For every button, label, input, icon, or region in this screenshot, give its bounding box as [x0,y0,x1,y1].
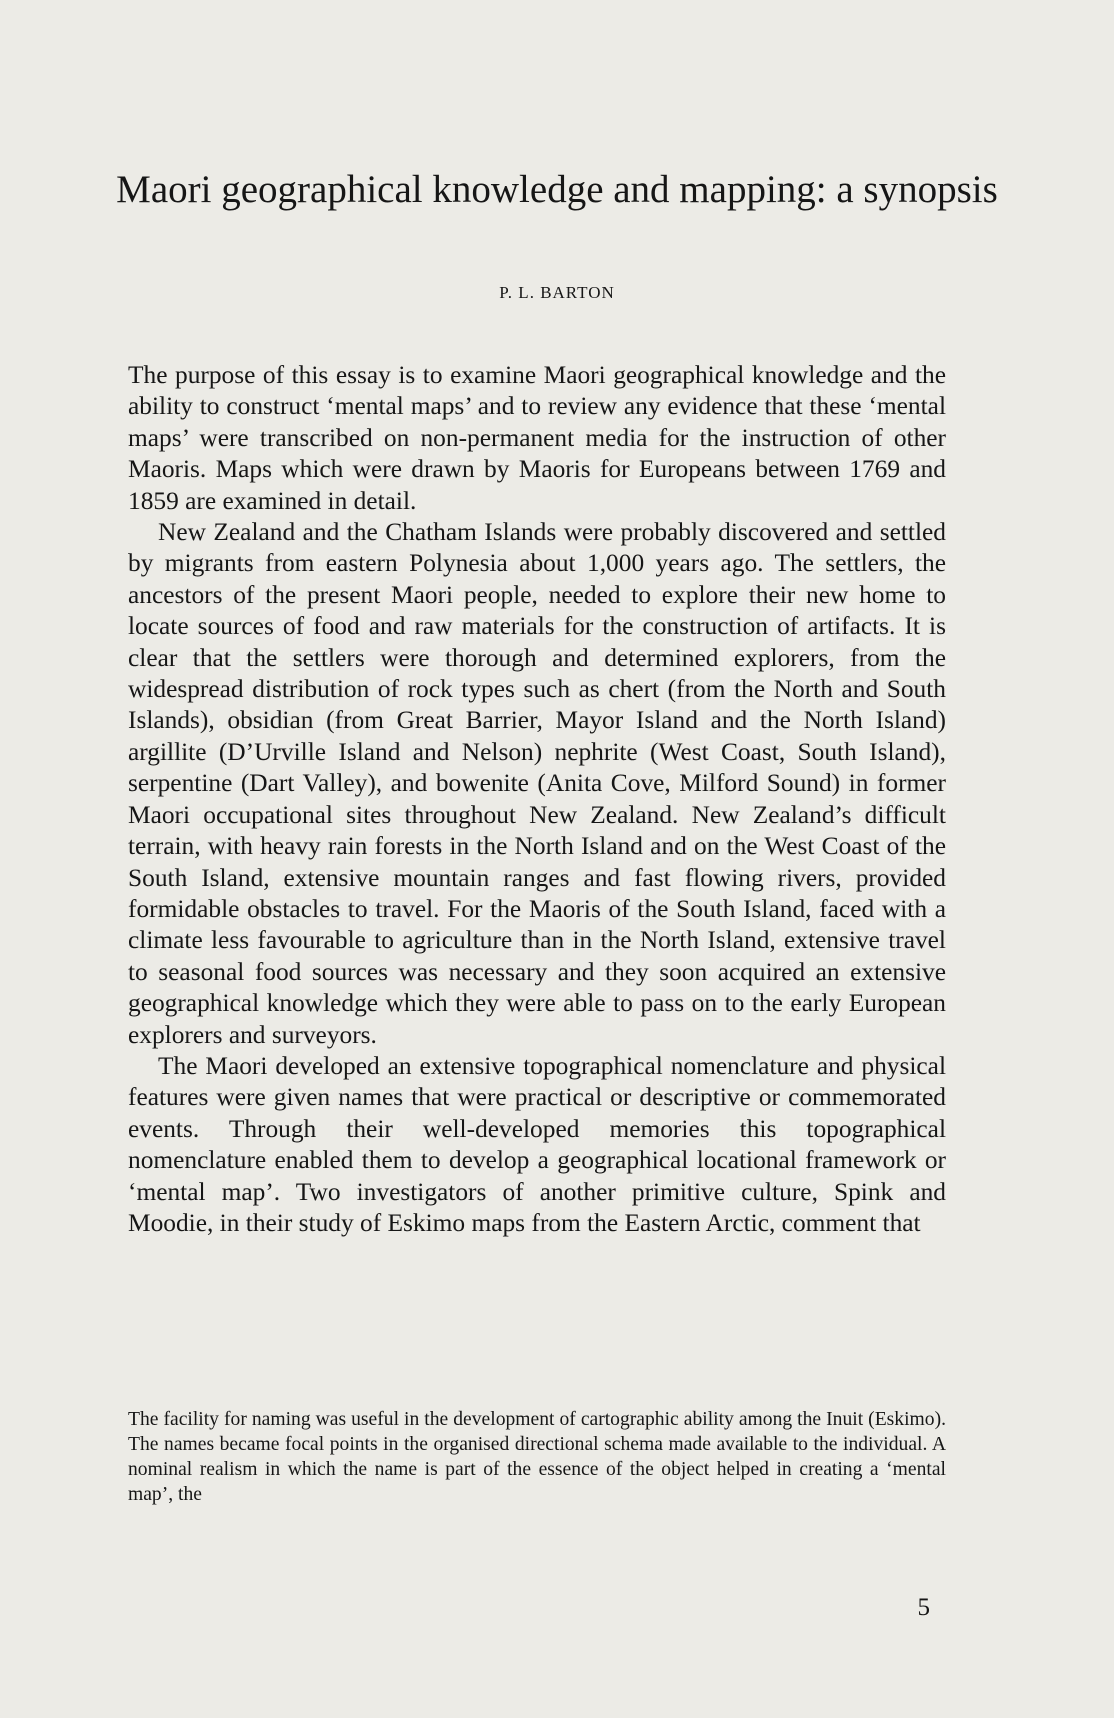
paragraph-1: The purpose of this essay is to examine Maori geographical knowledge and the ability to construct ‘mental maps’ and to review any evidence that these ‘mental maps’ were transcribed on non-permanent media for the instruction of other Maoris. Maps which were drawn by Maoris for Europeans between 1769 and 1859 are examined in detail. [128,361,946,515]
article-title: Maori geographical knowledge and mapping: a synopsis [116,168,998,211]
page-number: 5 [917,1594,930,1621]
article-author: P. L. BARTON [499,283,615,302]
paragraph-3: The Maori developed an extensive topographical nomenclature and physical features were given names that were practical or descriptive or commemorated events. Through their well-developed memories this topographical nomenclature enabled them to develop a geographical locational framework or ‘mental map’. Two investigators of another primitive culture, Spink and Moodie, in their study of Eskimo maps from the Eastern Arctic, comment that [128,1051,946,1237]
paragraph-2: New Zealand and the Chatham Islands were probably discovered and settled by migrants from eastern Polynesia about 1,000 years ago. The settlers, the ancestors of the present Maori people, needed to explore their new home to locate sources of food and raw materials for the construction of artifacts. It is clear that the settlers were thorough and determined explorers, from the widespread distribution of rock types such as chert (from the North and South Islands), obsidian (from Great Barrier, Mayor Island and the North Island) argillite (D’Urville Island and Nelson) nephrite (West Coast, South Island), serpentine (Dart Valley), and bowenite (Anita Cove, Milford Sound) in former Maori occupational sites throughout New Zealand. New Zealand’s difficult terrain, with heavy rain forests in the North Island and on the West Coast of the South Island, extensive mountain ranges and fast flowing rivers, provided formidable obstacles to travel. For the Maoris of the South Island, faced with a climate less favourable to agriculture than in the North Island, extensive travel to seasonal food sources was necessary and they soon acquired an extensive geographical knowledge which they were able to pass on to the early European explorers and surveyors. [128,518,946,1049]
article-body [128,360,946,1239]
block-quote: The facility for naming was useful in the development of cartographic ability among the Inuit (Eskimo). The names became focal points in the organised directional schema made available to the individual. A nominal realism in which the name is part of the essence of the object helped in creating a ‘mental map’, the [128,1409,946,1505]
